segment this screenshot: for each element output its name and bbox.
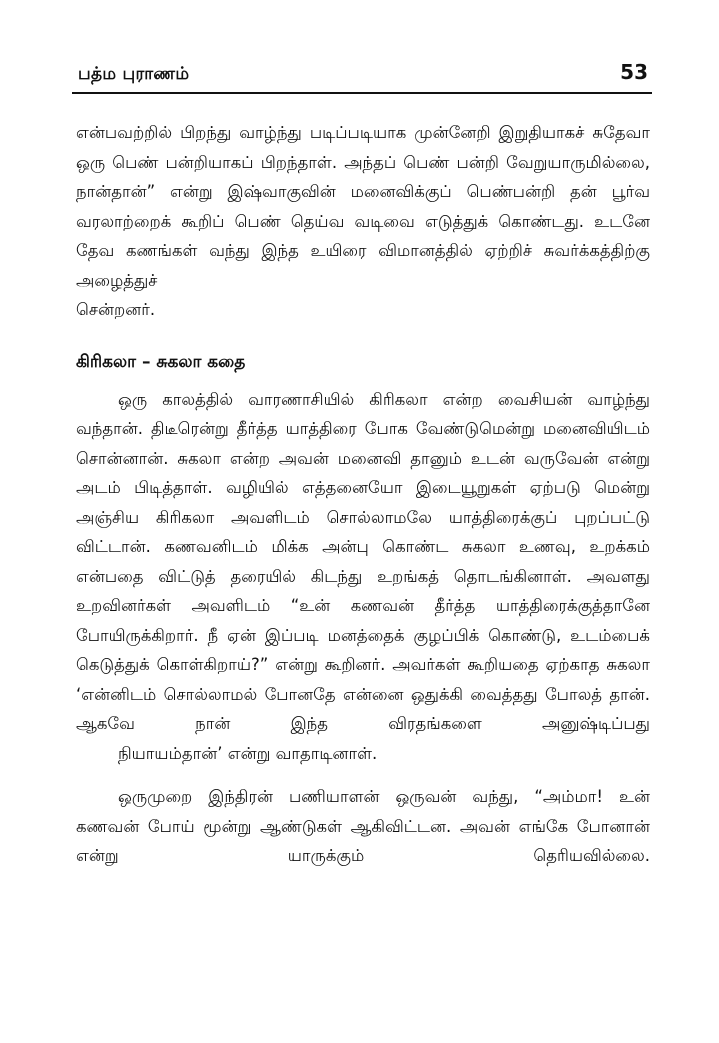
running-title: பத்ம புராணம்	[78, 64, 190, 84]
page-number: 53	[620, 60, 648, 84]
paragraph-gap	[76, 768, 650, 782]
paragraph-2	[76, 385, 650, 769]
paragraph-3-text: ஒருமுறை இந்திரன் பணியாளன் ஒருவன் வந்து, “அம்மா! உன் கணவன் போய் மூன்று ஆண்டுகள் ஆகிவிட்டன. அவன் எங்கே போனான் என்று யாருக்கும் தெரியவில்லை.	[76, 787, 650, 865]
body-text	[76, 118, 650, 871]
paragraph-3	[76, 782, 650, 871]
paragraph-2-last-line: நியாயம்தான்’ என்று வாதாடினாள்.	[118, 743, 378, 763]
running-header	[72, 58, 652, 94]
paragraph-1-text: என்பவற்றில் பிறந்து வாழ்ந்து படிப்படியாக முன்னேறி இறுதியாகச் சுதேவா ஒரு பெண் பன்றியாகப் பிறந்தாள். அந்தப் பெண் பன்றி வேறுயாருமில்லை, நான்தான்” என்று இஷ்வாகுவின் மனைவிக்குப் பெண்பன்றி தன் பூர்வ வரலாற்றைக் கூறிப் பெண் தெய்வ வடிவை எடுத்துக் கொண்டது. உடனே தேவ கணங்கள் வந்து இந்த உயிரை விமானத்தில் ஏற்றிச் சுவர்க்கத்திற்கு அழைத்துச்	[76, 123, 650, 290]
paragraph-1	[76, 118, 650, 325]
paragraph-2-text: ஒரு காலத்தில் வாரணாசியில் கிரிகலா என்ற வைசியன் வாழ்ந்து வந்தான். திடீரென்று தீர்த்த யாத்திரை போக வேண்டுமென்று மனைவியிடம் சொன்னான். சுகலா என்ற அவன் மனைவி தானும் உடன் வருவேன் என்று அடம் பிடித்தாள். வழியில் எத்தனையோ இடையூறுகள் ஏற்படு மென்று அஞ்சிய கிரிகலா அவளிடம் சொல்லாமலே யாத்திரைக்குப் புறப்பட்டு விட்டான். கணவனிடம் மிக்க அன்பு கொண்ட சுகலா உணவு, உறக்கம் என்பதை விட்டுத் தரையில் கிடந்து உறங்கத் தொடங்கினாள். அவளது உறவினர்கள் அவளிடம் “உன் கணவன் தீர்த்த யாத்திரைக்குத்தானே போயிருக்கிறார். நீ ஏன் இப்படி மனத்தைக் குழப்பிக் கொண்டு, உடம்பைக் கெடுத்துக் கொள்கிறாய்?” என்று கூறினர். அவர்கள் கூறியதை ஏற்காத சுகலா ‘என்னிடம் சொல்லாமல் போனதே என்னை ஒதுக்கி வைத்தது போலத் தான். ஆகவே நான் இந்த விரதங்களை அனுஷ்டிப்பது	[76, 389, 650, 733]
section-heading: கிரிகலா – சுகலா கதை	[76, 351, 246, 372]
paragraph-1-last-line: சென்றனர்.	[76, 300, 156, 319]
